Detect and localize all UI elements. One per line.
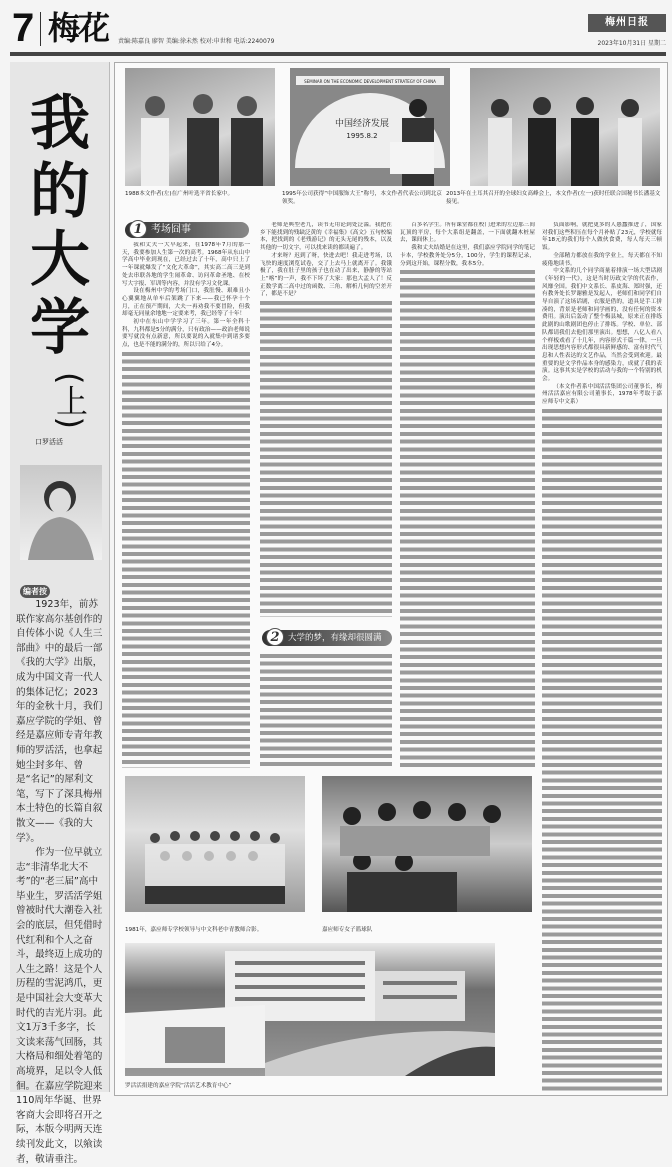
- body-paragraph: 负面影响，就把更多的人愚蠢推进了，国家对我们这些积压在每个月补贴了23元，学校就每年18元的我们每个人做伙食费，每人每天三顿饭。: [542, 222, 662, 252]
- section-number: 2: [266, 628, 284, 646]
- editor-credits: 责编:陈嘉良 廖智 美编:徐未然 校对:申世和 电话:2240079: [118, 38, 275, 45]
- editor-note-paragraph: 1923年，前苏联作家高尔基创作的自传体小说《人生三部曲》中的最后一部《我的大学》出版，成为中国文青一代人的集体记忆；2023年的金秋十月，我们嘉应学院的学姐、曾经是嘉应师专青年教师的罗活活，也拿起她尘封多年、曾是“名记”的犀利文笔，写下了深具梅州本土特色的长篇自叙散文——《我的大学》。: [16, 599, 103, 844]
- photo-basketball-team: [322, 776, 532, 912]
- body-column-3: [400, 222, 535, 768]
- body-paragraph: 中文系的几个同学商量着排演一场大型话剧《年轻的一代》，这是当时历政文学的代表作，风靡全国。我们中文系长、系皮海、郑时强，还有教务处长罗谢雅是发起人，老师们和同学们自导自演了这场话剧，衣服是借的，道具是手工拼凑的，背景是老师和同学画的，没有任何的资本费用。演出后轰动了整个梅县城，原来正在排练此剧的山歌剧团也停止了排练。学校、单位、部队都请我们去他们那里演出。想想，八亿人看八个样板戏看了十几年，内容形式千篇一律，一旦出现思想内容形式都很具新鲜感的、富有时代气息和人性表达的文艺作品，当然会受到欢迎。最重要的是文学作品本身的感染力，成就了我的表演。这事其实是学校的活动与我的一个特别的机会。: [542, 268, 662, 383]
- title-char: 大: [30, 225, 90, 295]
- photo-caption: 1981年，嘉应师专学校领导与中文科老中青教师合影。: [125, 927, 263, 933]
- title-char: 的: [30, 157, 90, 227]
- title-char: 学: [30, 293, 90, 363]
- body-paragraph: 才来呀？迟到了呀，快进去吧！我走进考场，以飞快的速度浏览试卷，交了上去马上就离开了。我饿极了，我在肚子里的孩子也在动了出来，静静的等站上“喀”的一声，我不下坏了大家：那也大孟人了！反正数学离二高中过的函数、三角、解析几何的空差开了，都是不是？: [260, 252, 392, 298]
- body-column-1: [122, 242, 250, 768]
- body-column-2: [260, 222, 392, 617]
- editor-note-paragraph: 作为一位早就立志“非清华北大不考”的“老三届”高中毕业生，罗活活学姐曾被时代大潮卷入社会的底层，但凭借时代红利和个人之奋斗，最终迈上成功的人生之路！这是个人历程的雪泥鸿爪，更是中国社会大变革大时代的吉光片羽。此文1万3千多字，长文读来荡气回肠，其大格局和细处着笔的高境界，足以令人低徊。在嘉应学院迎来110周年华诞、世界客商大会即将召开之际，本版今明两天连续刊发此文，以飨读者，敬请垂注。: [16, 847, 103, 1165]
- photo-1988: [125, 68, 275, 186]
- author-photo: [20, 465, 102, 560]
- header-rule: [10, 52, 666, 56]
- photo-art-education-center: [125, 943, 495, 1076]
- banner-text-en: SEMINAR ON THE ECONOMIC DEVELOPMENT STRATEGY OF CHINA: [304, 79, 436, 84]
- section-number: 1: [129, 220, 147, 238]
- body-paragraph: （本文作者系中国活活集团公司董事长，梅州活活嘉应有限公司董事长，1978年考取于嘉应师专中文系）: [542, 383, 662, 406]
- section-title: 考场囧事: [151, 224, 191, 235]
- banner-date: 1995.8.2: [346, 132, 378, 140]
- editor-note: [16, 598, 104, 1167]
- body-paragraph: 我和丈夫结婚是在这里，我们嘉应学院同学的笔记卡本，学校教务处分5分，100分，学生的课程记录，分到这开始，课程分数，我本5分。: [400, 245, 535, 267]
- section-header-2: [262, 630, 392, 646]
- photo-1995: [290, 68, 450, 186]
- header-divider: [40, 12, 41, 46]
- section-title: 大学的梦，有缘却很圆满: [288, 633, 382, 643]
- photo-caption: 1988本文作者(左)在广州叶选平省长家中。: [125, 191, 234, 197]
- section-name: 梅花: [48, 9, 109, 47]
- body-paragraph: 百多名学生。所有课堂都在校门进来的左边那三间瓦顶的平房，每个大系组是翻盖，一下面就翻木桩屋去，课间休上。: [400, 222, 535, 244]
- byline: 口罗活活: [35, 438, 63, 446]
- photo-caption: 2013年在土耳其召开的全球妇女高峰会上，本文作者(左一)获时任联合国秘书长潘基文接见。: [446, 191, 661, 205]
- body-paragraph: 初中在东山中学学习了三年。第一年全科十科，九科都是5分的满分，只有政治——政治老师说要写就没有点新意，所以要说的入就集中到诸多要点，也是不能的满分的，所以只给了4分。: [122, 319, 250, 349]
- photo-1981-teachers: [125, 776, 305, 912]
- title-char: 我: [30, 89, 90, 159]
- issue-date: 2023年10月31日 星期二: [597, 40, 666, 47]
- photo-caption: 罗活活捐建的嘉应学院“活活艺术教育中心”: [125, 1083, 232, 1089]
- body-paragraph: 设在梅州中学的考场门口，我肚慢、艰难且小心翼翼地从单车后架跳了下来——我已怀孕十个月，正在预产期间，大夫一再劝我不要冒险，但我却毫无同量余地地一定要来考，我已经等了十年！: [122, 288, 250, 318]
- newspaper-logo: 梅州日报: [588, 14, 666, 32]
- body-paragraph: 我和丈夫一大早起来，在1978年7月的那一天，我要参加人生第一次的高考。1968年从东山中学高中毕业到现在，已经过去了十年，高中只上了一年课就爆发了“文化大革命”，其实高二高三是到处去串联各地的学生闹革命、访问革命圣地、在校写大字报、军训等内容，并没有学习文化课。: [122, 242, 250, 287]
- photo-2013: [470, 68, 660, 186]
- photo-caption: 嘉应师专女子篮球队: [322, 927, 373, 933]
- page-number: 7: [12, 6, 35, 50]
- body-column-2b: [260, 652, 392, 768]
- title-part: (上): [51, 372, 89, 429]
- banner-text-cn: 中国经济发展: [334, 119, 390, 129]
- editor-note-tag: 编者按: [20, 585, 50, 598]
- body-paragraph: 全部精力都放在我的学业上，每天都在不知疲倦地读书。: [542, 252, 662, 267]
- section-header-1: [125, 222, 249, 238]
- photo-caption: 1995年公司获得“中国服饰大王”称号，本文作者代表公司到北京领奖。: [282, 191, 442, 205]
- body-column-4: [542, 222, 662, 1092]
- body-paragraph: 老师是典型老九，读书无用论到处泛滥。我把在乡下能找到的残缺泛黄的《幸福集》《高文》五句校编本，把找到的《老残游记》的无头无尾的残本，以及其他的一切文字，可以找来读的都读遍了。: [260, 222, 392, 252]
